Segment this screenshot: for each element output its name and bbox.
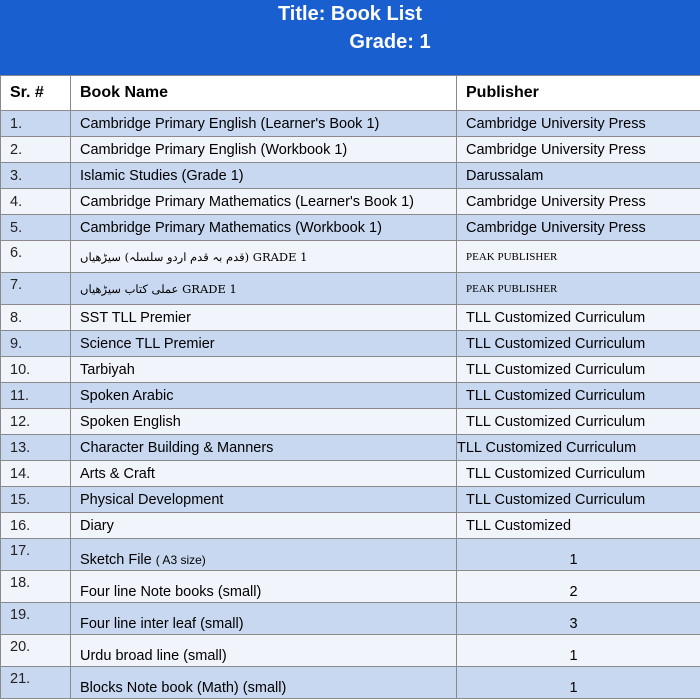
table-row (1, 487, 700, 513)
book-name-urdu: (قدم بہ قدم اردو سلسلہ) سیڑھیاں (80, 249, 250, 264)
serial-number: 2. (1, 137, 71, 163)
book-name-cell (71, 487, 457, 513)
title-banner (0, 0, 700, 75)
book-name-cell (71, 189, 457, 215)
publisher-cell: TLL Customized Curriculum (457, 357, 700, 383)
book-size-note: ( A3 size) (155, 553, 206, 567)
book-name: Cambridge Primary Mathematics (Learner's Book 1) (80, 193, 414, 210)
book-name-cell (71, 305, 457, 331)
publisher-cell: TLL Customized Curriculum (457, 305, 700, 331)
table-row (1, 273, 700, 305)
book-name-cell (71, 215, 457, 241)
book-name: Four line Note books (small) (80, 584, 262, 600)
book-name-cell (71, 435, 457, 461)
table-row (1, 571, 700, 603)
book-name-cell (71, 163, 457, 189)
table-row (1, 435, 700, 461)
book-name-cell (71, 667, 457, 699)
serial-number: 1. (1, 111, 71, 137)
book-name: Cambridge Primary English (Learner's Book 1) (80, 115, 380, 132)
serial-number: 6. (1, 241, 71, 273)
serial-number: 17. (1, 539, 71, 571)
serial-number: 16. (1, 513, 71, 539)
publisher-cell: TLL Customized Curriculum (457, 461, 700, 487)
book-name-cell (71, 513, 457, 539)
table-row (1, 111, 700, 137)
book-table (0, 75, 700, 699)
table-row (1, 189, 700, 215)
serial-number: 20. (1, 635, 71, 667)
table-row (1, 635, 700, 667)
table-row (1, 539, 700, 571)
quantity-cell: 3 (457, 603, 700, 635)
book-name-cell (71, 409, 457, 435)
serial-number: 5. (1, 215, 71, 241)
book-name: Four line inter leaf (small) (80, 616, 244, 632)
book-name-cell (71, 357, 457, 383)
serial-number: 7. (1, 273, 71, 305)
page-title: Title: Book List (277, 3, 423, 25)
publisher-cell: TLL Customized Curriculum (457, 409, 700, 435)
serial-number: 15. (1, 487, 71, 513)
book-name: Character Building & Manners (80, 439, 274, 456)
serial-number: 3. (1, 163, 71, 189)
publisher-cell: TLL Customized Curriculum (457, 383, 700, 409)
quantity-cell: 2 (457, 571, 700, 603)
book-name-cell (71, 331, 457, 357)
publisher-cell: PEAK PUBLISHER (457, 273, 700, 305)
table-row (1, 603, 700, 635)
quantity-cell: 1 (457, 635, 700, 667)
table-row (1, 215, 700, 241)
table-row (1, 667, 700, 699)
book-name: Spoken Arabic (80, 387, 174, 404)
serial-number: 19. (1, 603, 71, 635)
publisher-cell: Darussalam (457, 163, 700, 189)
book-grade: GRADE 1 (252, 249, 308, 264)
grade-label: Grade: 1 (349, 31, 431, 53)
table-row (1, 331, 700, 357)
table-row (1, 409, 700, 435)
publisher-cell: TLL Customized Curriculum (457, 487, 700, 513)
book-name-cell (71, 603, 457, 635)
table-row (1, 137, 700, 163)
publisher-cell: Cambridge University Press (457, 215, 700, 241)
serial-number: 18. (1, 571, 71, 603)
book-name: Cambridge Primary English (Workbook 1) (80, 141, 348, 158)
publisher-cell: PEAK PUBLISHER (457, 241, 700, 273)
serial-number: 4. (1, 189, 71, 215)
col-header-publisher: Publisher (457, 76, 700, 111)
book-name-cell (71, 383, 457, 409)
book-name: SST TLL Premier (80, 309, 191, 326)
book-name-cell (71, 461, 457, 487)
publisher-cell: Cambridge University Press (457, 137, 700, 163)
col-header-book: Book Name (71, 76, 457, 111)
book-name: Sketch File (80, 552, 152, 568)
book-name: Urdu broad line (small) (80, 648, 227, 664)
book-name-cell (71, 137, 457, 163)
serial-number: 11. (1, 383, 71, 409)
table-row (1, 513, 700, 539)
publisher-cell: TLL Customized (457, 513, 700, 539)
book-name-cell (71, 635, 457, 667)
book-name-cell (71, 241, 457, 273)
book-name: Blocks Note book (Math) (small) (80, 680, 287, 696)
book-name: Physical Development (80, 491, 224, 508)
table-row (1, 461, 700, 487)
serial-number: 14. (1, 461, 71, 487)
table-row (1, 305, 700, 331)
header-row (1, 76, 700, 111)
table-row (1, 357, 700, 383)
serial-number: 9. (1, 331, 71, 357)
book-name-cell (71, 273, 457, 305)
book-name: Arts & Craft (80, 465, 155, 482)
book-name: Spoken English (80, 413, 181, 430)
book-grade: GRADE 1 (182, 281, 237, 296)
publisher-cell: Cambridge University Press (457, 111, 700, 137)
book-name: Cambridge Primary Mathematics (Workbook 1) (80, 219, 382, 236)
serial-number: 10. (1, 357, 71, 383)
col-header-sr: Sr. # (1, 76, 71, 111)
table-row (1, 383, 700, 409)
book-name: Science TLL Premier (80, 335, 215, 352)
book-name-urdu: عملی کتاب سیڑھیاں (80, 281, 179, 296)
book-name-cell (71, 111, 457, 137)
serial-number: 13. (1, 435, 71, 461)
table-row (1, 241, 700, 273)
book-name: Islamic Studies (Grade 1) (80, 167, 244, 184)
publisher-cell: TLL Customized Curriculum (457, 435, 700, 461)
table-row (1, 163, 700, 189)
book-name: Diary (80, 517, 114, 534)
serial-number: 12. (1, 409, 71, 435)
publisher-cell: Cambridge University Press (457, 189, 700, 215)
book-name: Tarbiyah (80, 361, 135, 378)
publisher-cell: TLL Customized Curriculum (457, 331, 700, 357)
serial-number: 8. (1, 305, 71, 331)
quantity-cell: 1 (457, 539, 700, 571)
book-name-cell (71, 571, 457, 603)
book-name-cell (71, 539, 457, 571)
quantity-cell: 1 (457, 667, 700, 699)
serial-number: 21. (1, 667, 71, 699)
